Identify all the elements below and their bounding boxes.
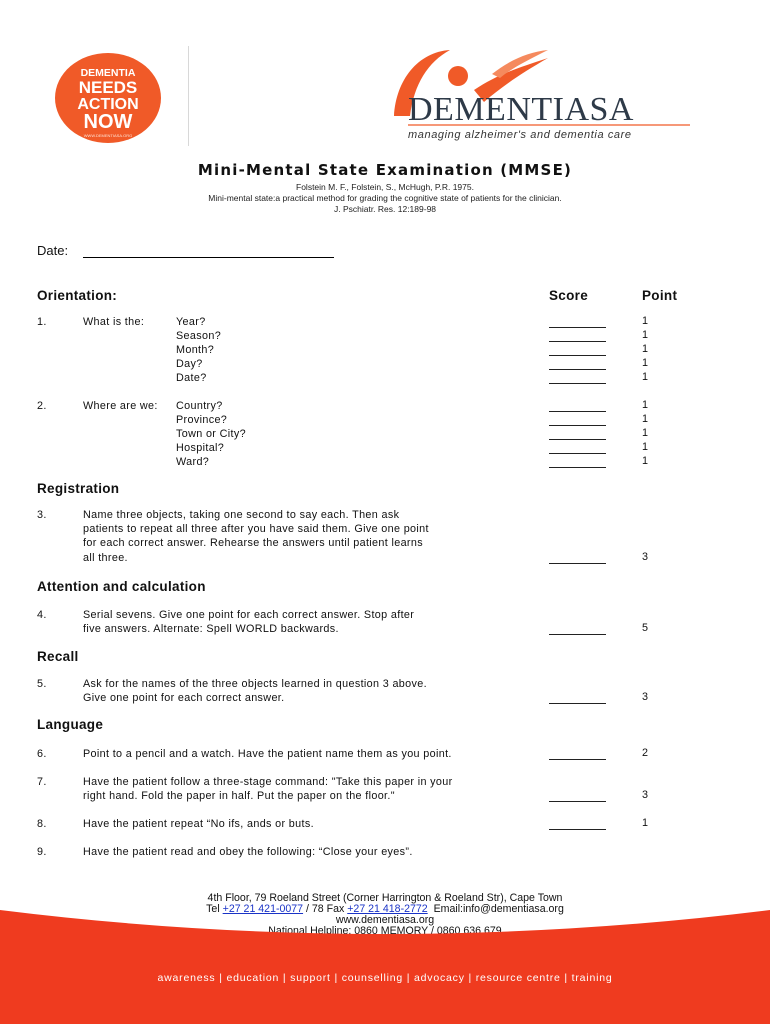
dementia-needs-action-now-logo [52,46,190,146]
score-field[interactable] [549,453,606,454]
question-text: Name three objects, taking one second to say each. Then ask [83,509,400,521]
score-field[interactable] [549,563,606,564]
score-field[interactable] [549,439,606,440]
page-title: Mini-Mental State Examination (MMSE) [197,161,573,179]
question-item: Day? [176,358,203,370]
point-value: 5 [642,622,649,634]
question-item: Hospital? [176,442,225,454]
question-text: patients to repeat all three after you have said them. Give one point [83,523,429,535]
question-text: Serial sevens. Give one point for each correct answer. Stop after [83,609,415,621]
question-item: Town or City? [176,428,246,440]
section-recall: Recall [37,649,79,664]
footer-address: 4th Floor, 79 Roeland Street (Corner Harrington & Roeland Str), Cape Town [207,892,563,904]
citation-line: J. Pschiatr. Res. 12:189-98 [333,204,437,214]
score-field[interactable] [549,467,606,468]
svg-text:NEEDS: NEEDS [78,78,138,97]
question-item: Country? [176,400,223,412]
score-header: Score [549,288,589,303]
question-text: Give one point for each correct answer. [83,692,285,704]
section-attention: Attention and calculation [37,579,206,594]
score-field[interactable] [549,369,606,370]
svg-text:DEMENTIA: DEMENTIA [80,67,136,79]
footer-helpline: National Helpline: 0860 MEMORY / 0860 636 679 [268,925,502,937]
email-text: Email:info@dementiasa.org [433,903,564,915]
score-field[interactable] [549,703,606,704]
question-text: all three. [83,552,128,564]
question-item: Season? [176,330,222,342]
question-text: Have the patient read and obey the following: “Close your eyes”. [83,846,413,858]
question-text: Ask for the names of the three objects learned in question 3 above. [83,678,427,690]
question-text: Have the patient repeat “No ifs, ands or buts. [83,818,314,830]
tel-link[interactable]: +27 21 421-0077 [222,903,304,915]
question-item: Month? [176,344,215,356]
score-field[interactable] [549,355,606,356]
footer-website: www.dementiasa.org [335,914,435,926]
question-number: 5. [37,678,47,690]
point-value: 1 [642,315,649,327]
point-value: 1 [642,371,649,383]
point-value: 2 [642,747,649,759]
point-value: 1 [642,399,649,411]
question-number: 2. [37,400,47,412]
citation-line: Folstein M. F., Folstein, S., McHugh, P.R. 1975. [296,182,474,192]
question-text: for each correct answer. Rehearse the answers until patient learns [83,537,423,549]
question-item: Ward? [176,456,210,468]
point-value: 1 [642,817,649,829]
question-text: five answers. Alternate: Spell WORLD backwards. [83,623,339,635]
question-text: Point to a pencil and a watch. Have the patient name them as you point. [83,748,452,760]
date-label: Date: [37,243,69,258]
score-field[interactable] [549,759,606,760]
question-prompt: What is the: [83,316,145,328]
fax-link[interactable]: +27 21 418-2772 [347,903,428,915]
svg-text:managing alzheimer's and demen: managing alzheimer's and dementia care [408,129,632,141]
score-field[interactable] [549,327,606,328]
point-header: Point [642,288,678,303]
question-prompt: Where are we: [83,400,158,412]
question-number: 7. [37,776,47,788]
section-registration: Registration [37,481,120,496]
question-text: right hand. Fold the paper in half. Put the paper on the floor." [83,790,395,802]
date-field[interactable] [83,257,334,258]
point-value: 3 [642,691,649,703]
svg-text:WWW.DEMENTIASA.ORG: WWW.DEMENTIASA.ORG [83,133,133,138]
point-value: 1 [642,329,649,341]
point-value: 1 [642,357,649,369]
point-value: 3 [642,789,649,801]
footer-band [0,896,770,1024]
question-item: Year? [176,316,206,328]
section-language: Language [37,717,104,732]
point-value: 3 [642,551,649,563]
section-orientation: Orientation: [37,288,118,303]
question-text: Have the patient follow a three-stage command: "Take this paper in your [83,776,453,788]
question-number: 6. [37,748,47,760]
logo-divider [188,46,189,146]
point-value: 1 [642,343,649,355]
tel-label: Tel [206,903,220,915]
point-value: 1 [642,413,649,425]
footer-services: awareness | education | support | counselling | advocacy | resource centre | training [157,972,613,984]
score-field[interactable] [549,425,606,426]
point-value: 1 [642,427,649,439]
score-field[interactable] [549,801,606,802]
question-number: 1. [37,316,47,328]
question-item: Date? [176,372,207,384]
svg-text:DEMENTIASA: DEMENTIASA [408,91,634,128]
svg-text:NOW: NOW [83,111,133,133]
citation-line: Mini-mental state:a practical method for grading the cognitive state of patients for the clinician. [208,193,562,203]
question-number: 4. [37,609,47,621]
score-field[interactable] [549,829,606,830]
score-field[interactable] [549,411,606,412]
fax-label: / 78 Fax [306,903,345,915]
svg-text:ACTION: ACTION [77,96,139,113]
point-value: 1 [642,455,649,467]
question-number: 8. [37,818,47,830]
dementiasa-logo [388,40,708,146]
question-number: 3. [37,509,47,521]
score-field[interactable] [549,634,606,635]
score-field[interactable] [549,341,606,342]
question-item: Province? [176,414,228,426]
question-number: 9. [37,846,47,858]
score-field[interactable] [549,383,606,384]
point-value: 1 [642,441,649,453]
